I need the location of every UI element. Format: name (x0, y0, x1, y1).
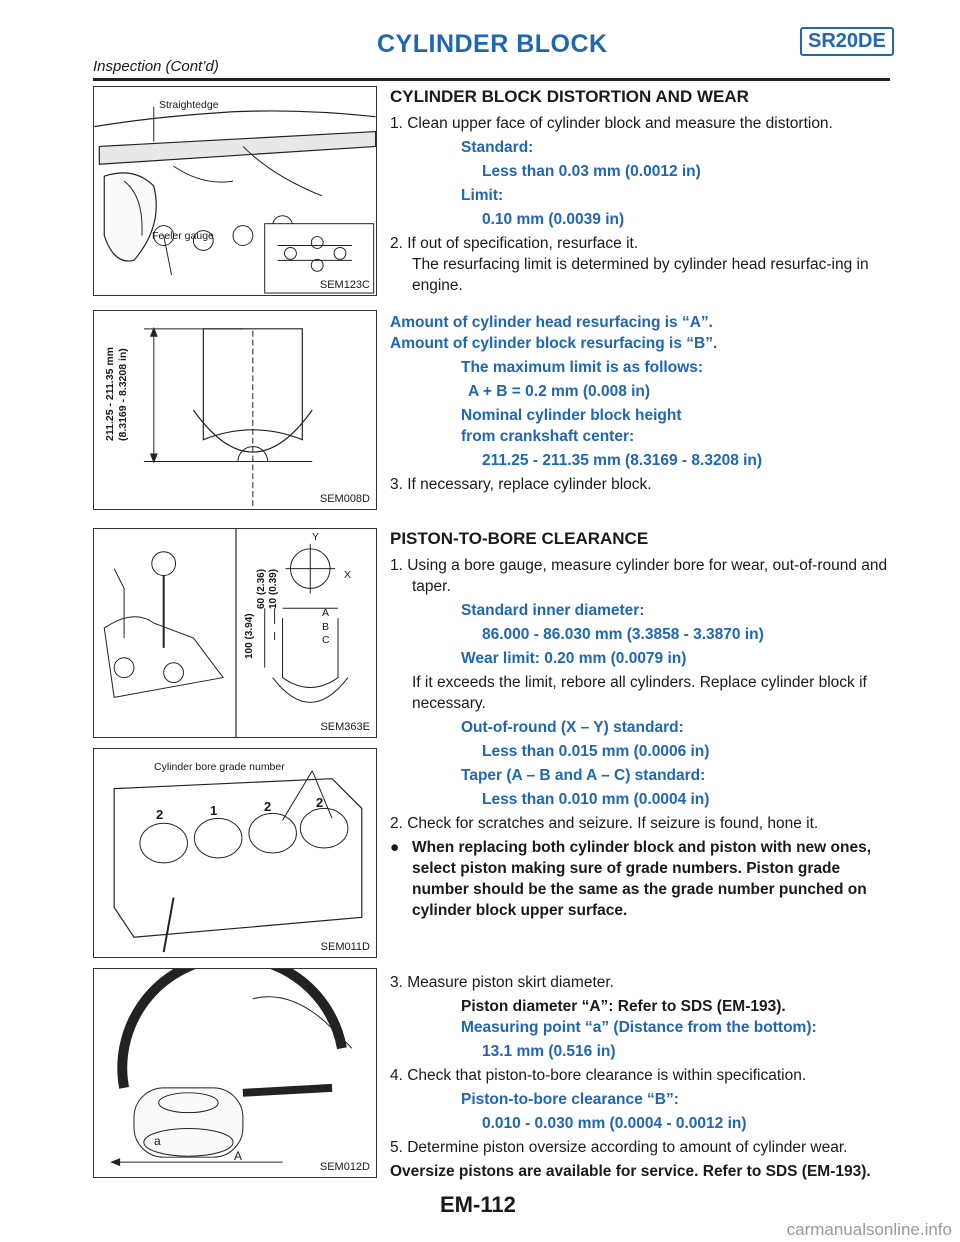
spec-value: 13.1 mm (0.516 in) (482, 1043, 616, 1060)
spec-value: A + B = 0.2 mm (0.008 in) (468, 383, 651, 400)
spec-value: 0.010 - 0.030 mm (0.0004 - 0.0012 in) (482, 1115, 747, 1132)
section-heading: CYLINDER BLOCK DISTORTION AND WEAR (390, 87, 749, 106)
feeler-gauge-label: Feeler gauge (152, 230, 214, 242)
section-clearance (390, 528, 890, 921)
straightedge-label: Straightedge (159, 99, 219, 111)
axis-x-label: X (344, 569, 352, 581)
spec-value: 0.10 mm (0.0039 in) (482, 211, 625, 228)
step-1: 1. Clean upper face of cylinder block and measure the distortion. (390, 115, 833, 132)
spec-label: from crankshaft center: (461, 428, 635, 445)
block-height-illustration (94, 311, 376, 509)
spec-value: 211.25 - 211.35 mm (8.3169 - 8.3208 in) (482, 452, 763, 469)
page-number: EM-112 (440, 1192, 516, 1217)
section-resurfacing (390, 312, 890, 495)
figure-block-height (93, 310, 377, 510)
straightedge-illustration (94, 87, 376, 295)
spec-label: Measuring point “a” (Distance from the bottom): (461, 1019, 817, 1036)
grade-number-1: 2 (156, 807, 164, 822)
figure-code: SEM011D (320, 941, 370, 953)
step-2-note: The resurfacing limit is determined by cylinder head resurfac-ing in engine. (412, 256, 869, 294)
grade-number-illustration (94, 749, 376, 957)
step-2: 2. If out of specification, resurface it. (390, 235, 639, 252)
spec-label: Piston diameter “A”: Refer to SDS (EM-193). (461, 998, 786, 1015)
spec-value: Less than 0.010 mm (0.0004 in) (482, 791, 710, 808)
exceed-note: If it exceeds the limit, rebore all cylinders. Replace cylinder block if necessary. (412, 674, 867, 712)
grade-number-3: 2 (264, 799, 272, 814)
spec-label: Out-of-round (X – Y) standard: (461, 719, 684, 736)
axis-y-label: Y (312, 531, 320, 543)
dim-100: 100 (3.94) (244, 613, 255, 659)
bullet-icon: ● (390, 839, 400, 856)
step-2: 2. Check for scratches and seizure. If seizure is found, hone it. (390, 815, 819, 832)
bore-gauge-illustration (94, 529, 376, 737)
piston-diameter-a-label: A (234, 1149, 243, 1163)
spec-label: The maximum limit is as follows: (461, 359, 704, 376)
piston-measure-illustration (94, 969, 376, 1177)
section-distortion (390, 86, 890, 296)
step-3: 3. If necessary, replace cylinder block. (390, 476, 652, 493)
figure-code: SEM363E (320, 721, 370, 733)
measuring-point-a-label: a (154, 1134, 161, 1148)
grade-number-label: Cylinder bore grade number (154, 761, 285, 773)
figure-straightedge (93, 86, 377, 296)
spec-value: Wear limit: 0.20 mm (0.0079 in) (461, 650, 687, 667)
bullet-text: When replacing both cylinder block and piston with new ones, select piston making sure of grade numbers. Piston grade number should be the same as the grade number punched on cylinder block upper surface. (412, 839, 872, 919)
spec-label: Taper (A – B and A – C) standard: (461, 767, 706, 784)
step-5: 5. Determine piston oversize according to amount of cylinder wear. (390, 1139, 848, 1156)
figure-bore-gauge (93, 528, 377, 738)
section-heading: PISTON-TO-BORE CLEARANCE (390, 529, 649, 548)
resurfacing-line-b: Amount of cylinder block resurfacing is “B”. (390, 335, 718, 352)
step-1: 1. Using a bore gauge, measure cylinder bore for wear, out-of-round and taper. (390, 557, 888, 595)
point-c-label: C (322, 634, 330, 646)
oversize-note: Oversize pistons are available for service. Refer to SDS (EM-193). (390, 1163, 871, 1180)
spec-label: Limit: (461, 187, 504, 204)
header-rule (93, 78, 890, 81)
spec-label: Piston-to-bore clearance “B”: (461, 1091, 679, 1108)
step-3: 3. Measure piston skirt diameter. (390, 974, 614, 991)
block-height-in: (8.3169 - 8.3208 in) (117, 348, 129, 441)
grade-number-4: 2 (316, 795, 324, 810)
step-4: 4. Check that piston-to-bore clearance is within specification. (390, 1067, 807, 1084)
spec-value: Less than 0.015 mm (0.0006 in) (482, 743, 710, 760)
figure-code: SEM123C (319, 279, 370, 291)
figure-code: SEM008D (319, 493, 370, 505)
spec-label: Nominal cylinder block height (461, 407, 682, 424)
model-badge: SR20DE (800, 27, 894, 56)
point-b-label: B (322, 621, 330, 633)
spec-label: Standard: (461, 139, 534, 156)
page-title: CYLINDER BLOCK (377, 30, 608, 58)
bullet-note (390, 837, 890, 921)
watermark: carmanualsonline.info (786, 1220, 952, 1239)
resurfacing-line-a: Amount of cylinder head resurfacing is “A”. (390, 314, 713, 331)
grade-number-2: 1 (210, 803, 218, 818)
block-height-mm: 211.25 - 211.35 mm (104, 347, 116, 441)
section-piston (390, 972, 890, 1182)
figure-code: SEM012D (319, 1161, 370, 1173)
spec-value: Less than 0.03 mm (0.0012 in) (482, 163, 701, 180)
figure-piston-measure (93, 968, 377, 1178)
dim-10: 10 (0.39) (268, 568, 279, 609)
dim-60: 60 (2.36) (256, 568, 267, 609)
point-a-label: A (322, 607, 330, 619)
spec-label: Standard inner diameter: (461, 602, 645, 619)
page-subtitle: Inspection (Cont’d) (93, 58, 219, 75)
figure-grade-number (93, 748, 377, 958)
spec-value: 86.000 - 86.030 mm (3.3858 - 3.3870 in) (482, 626, 764, 643)
